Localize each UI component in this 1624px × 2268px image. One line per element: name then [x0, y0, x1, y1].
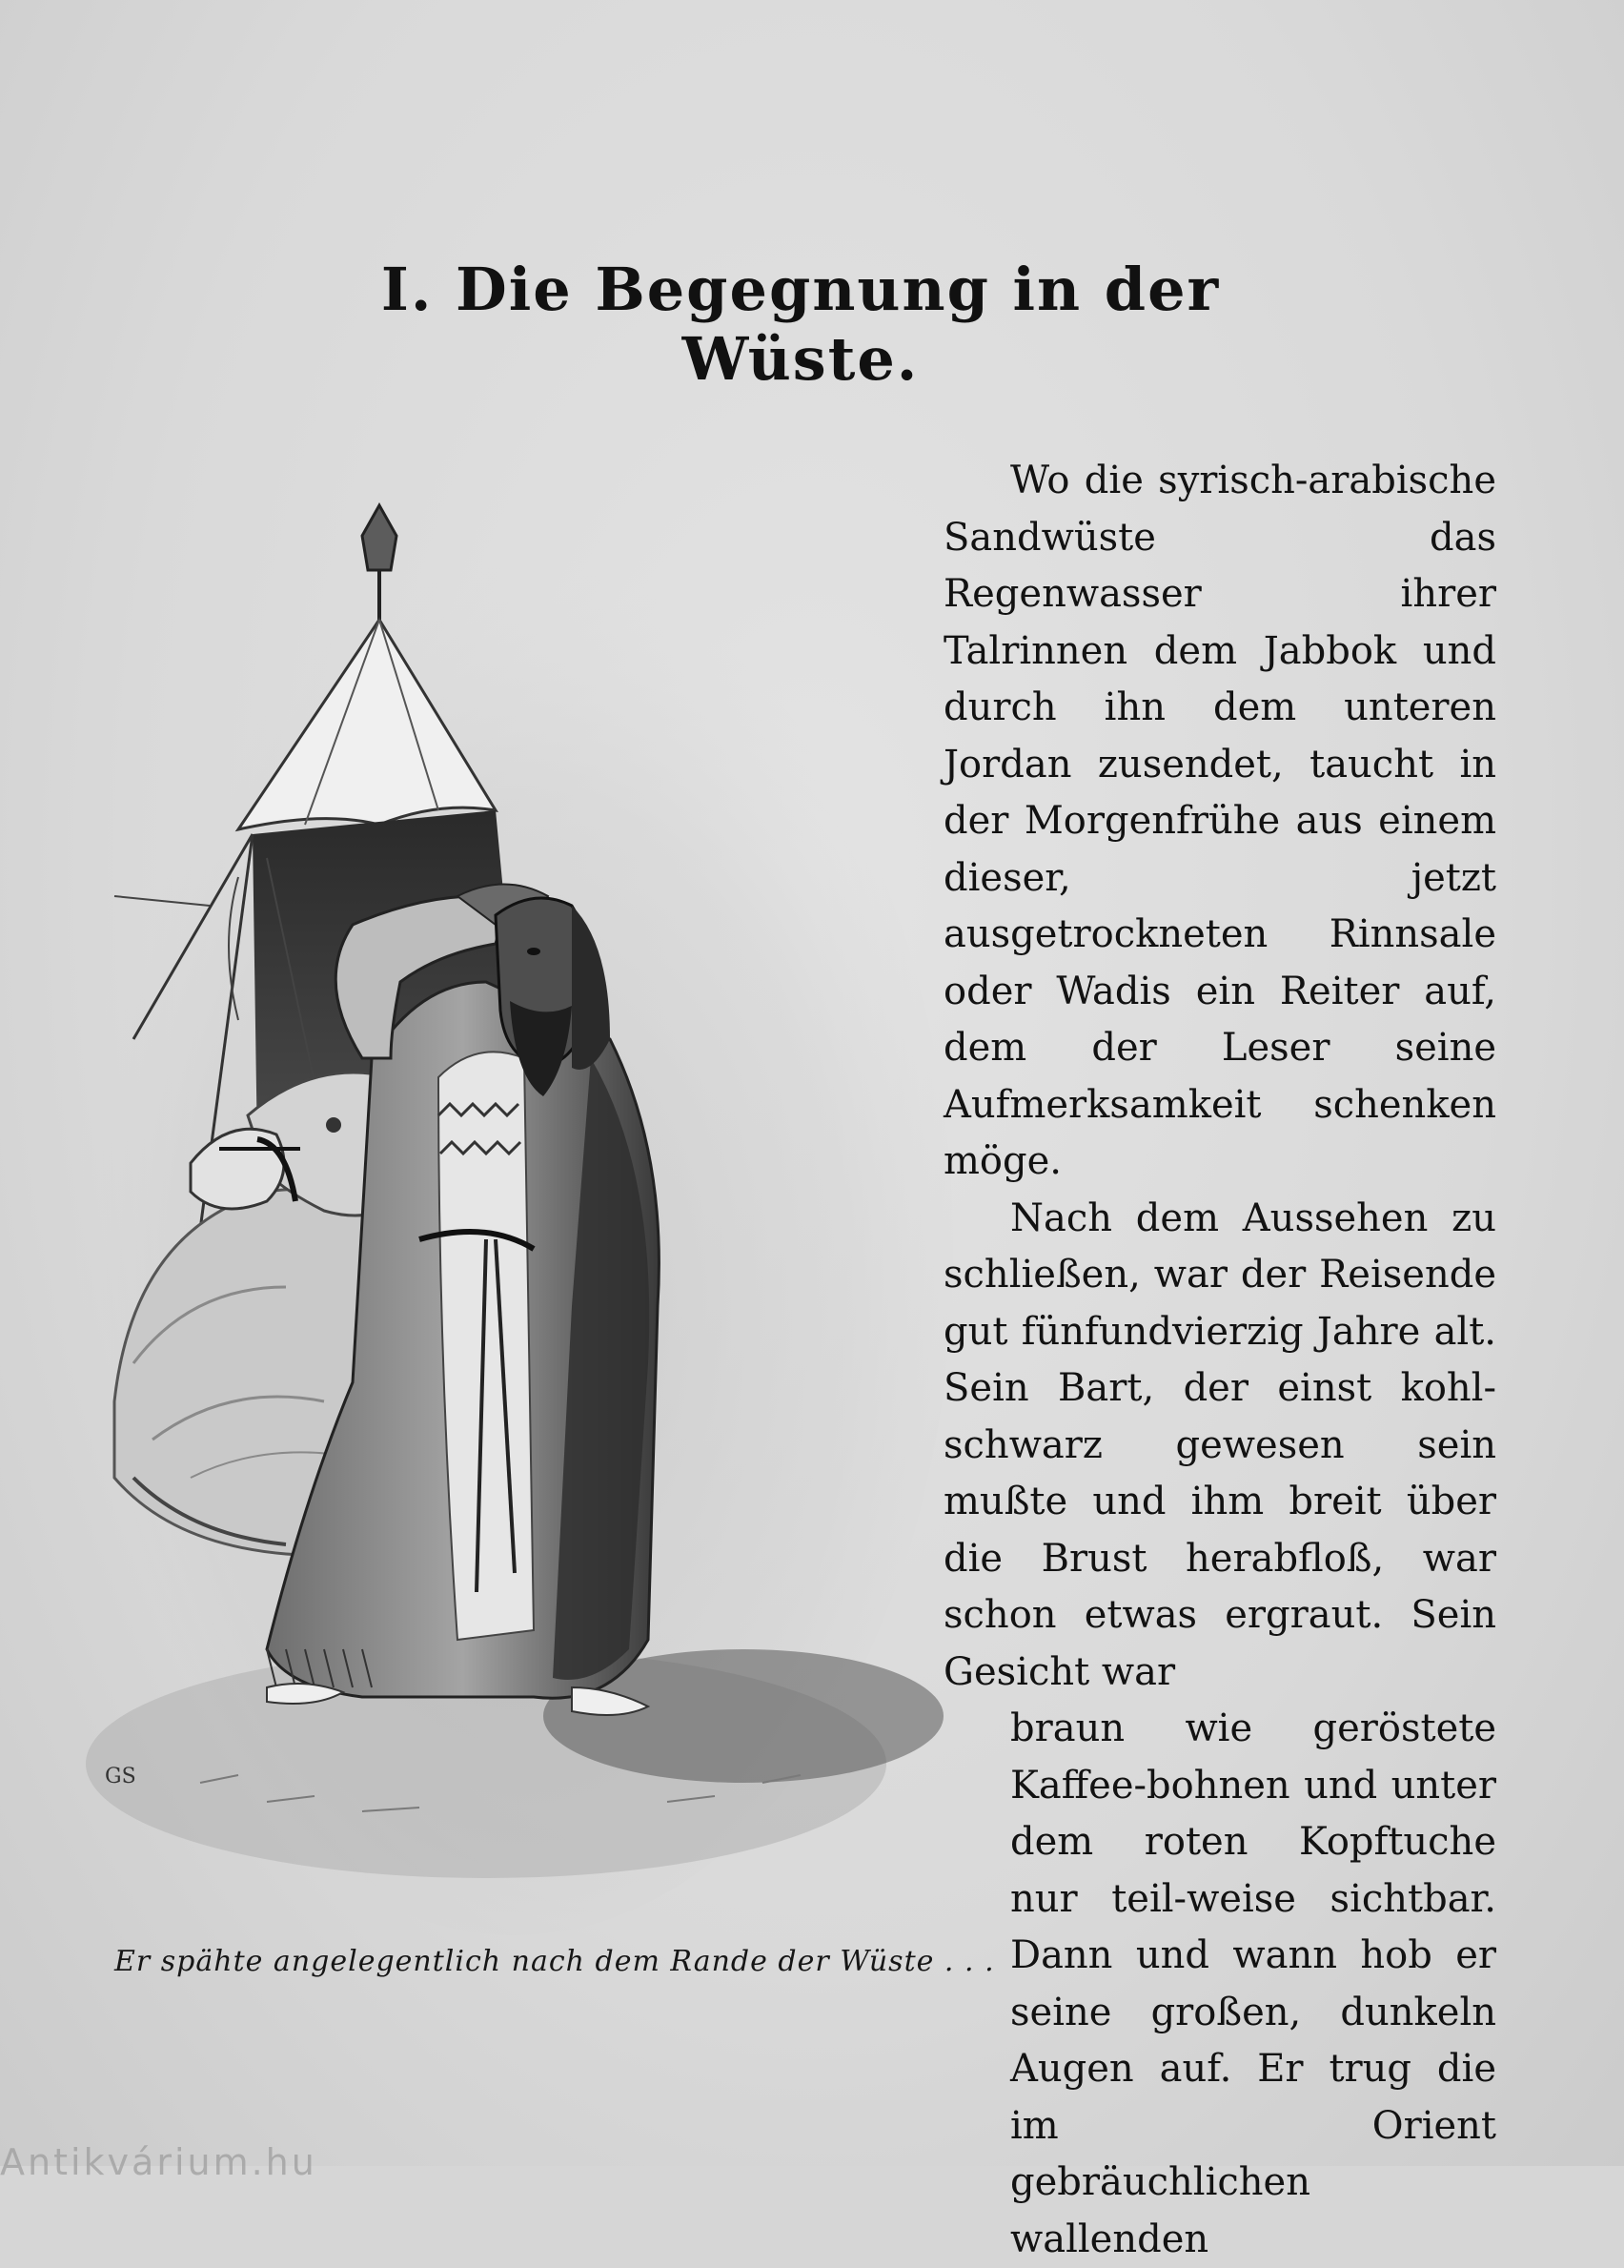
illustration-caption: Er spähte angelegentlich nach dem Rande der Wüste . . . — [114, 1945, 995, 1978]
chapter-title: I. Die Begegnung in der Wüste. — [380, 254, 1221, 394]
artist-monogram: GS — [105, 1765, 136, 1788]
body-paragraph: Wo die syrisch-arabische Sandwüste das Regenwasser ihrer Talrinnen dem Jabbok und durch ihn dem unteren Jordan zusendet, taucht in der Morgenfrühe aus einem dieser, jetzt ausgetrockneten Rinnsale oder Wadis ein Reiter auf, dem der Leser seine Aufmerksamkeit schenken möge. — [944, 459, 1496, 1183]
watermark: Antikvárium.hu — [0, 2141, 317, 2183]
body-paragraph: Nach dem Aussehen zu schließen, war der Reisende gut fünfundvierzig Jahre alt. Sein Bart, der einst kohl-schwarz gewesen sein mußte und ihm breit über die Brust herabfloß, war schon etwas ergraut. Sein Gesicht war — [944, 1195, 1496, 1694]
body-paragraph-continued: braun wie geröstete Kaffee-bohnen und unter dem roten Kopftuche nur teil-weise sichtbar. Dann und wann hob er seine großen, dunkeln Augen auf. Er trug die im Orient gebräuchlichen wallenden — [1010, 1706, 1496, 2261]
illustration-traveler-with-camel — [76, 448, 953, 1945]
body-text-column — [944, 453, 1496, 2268]
